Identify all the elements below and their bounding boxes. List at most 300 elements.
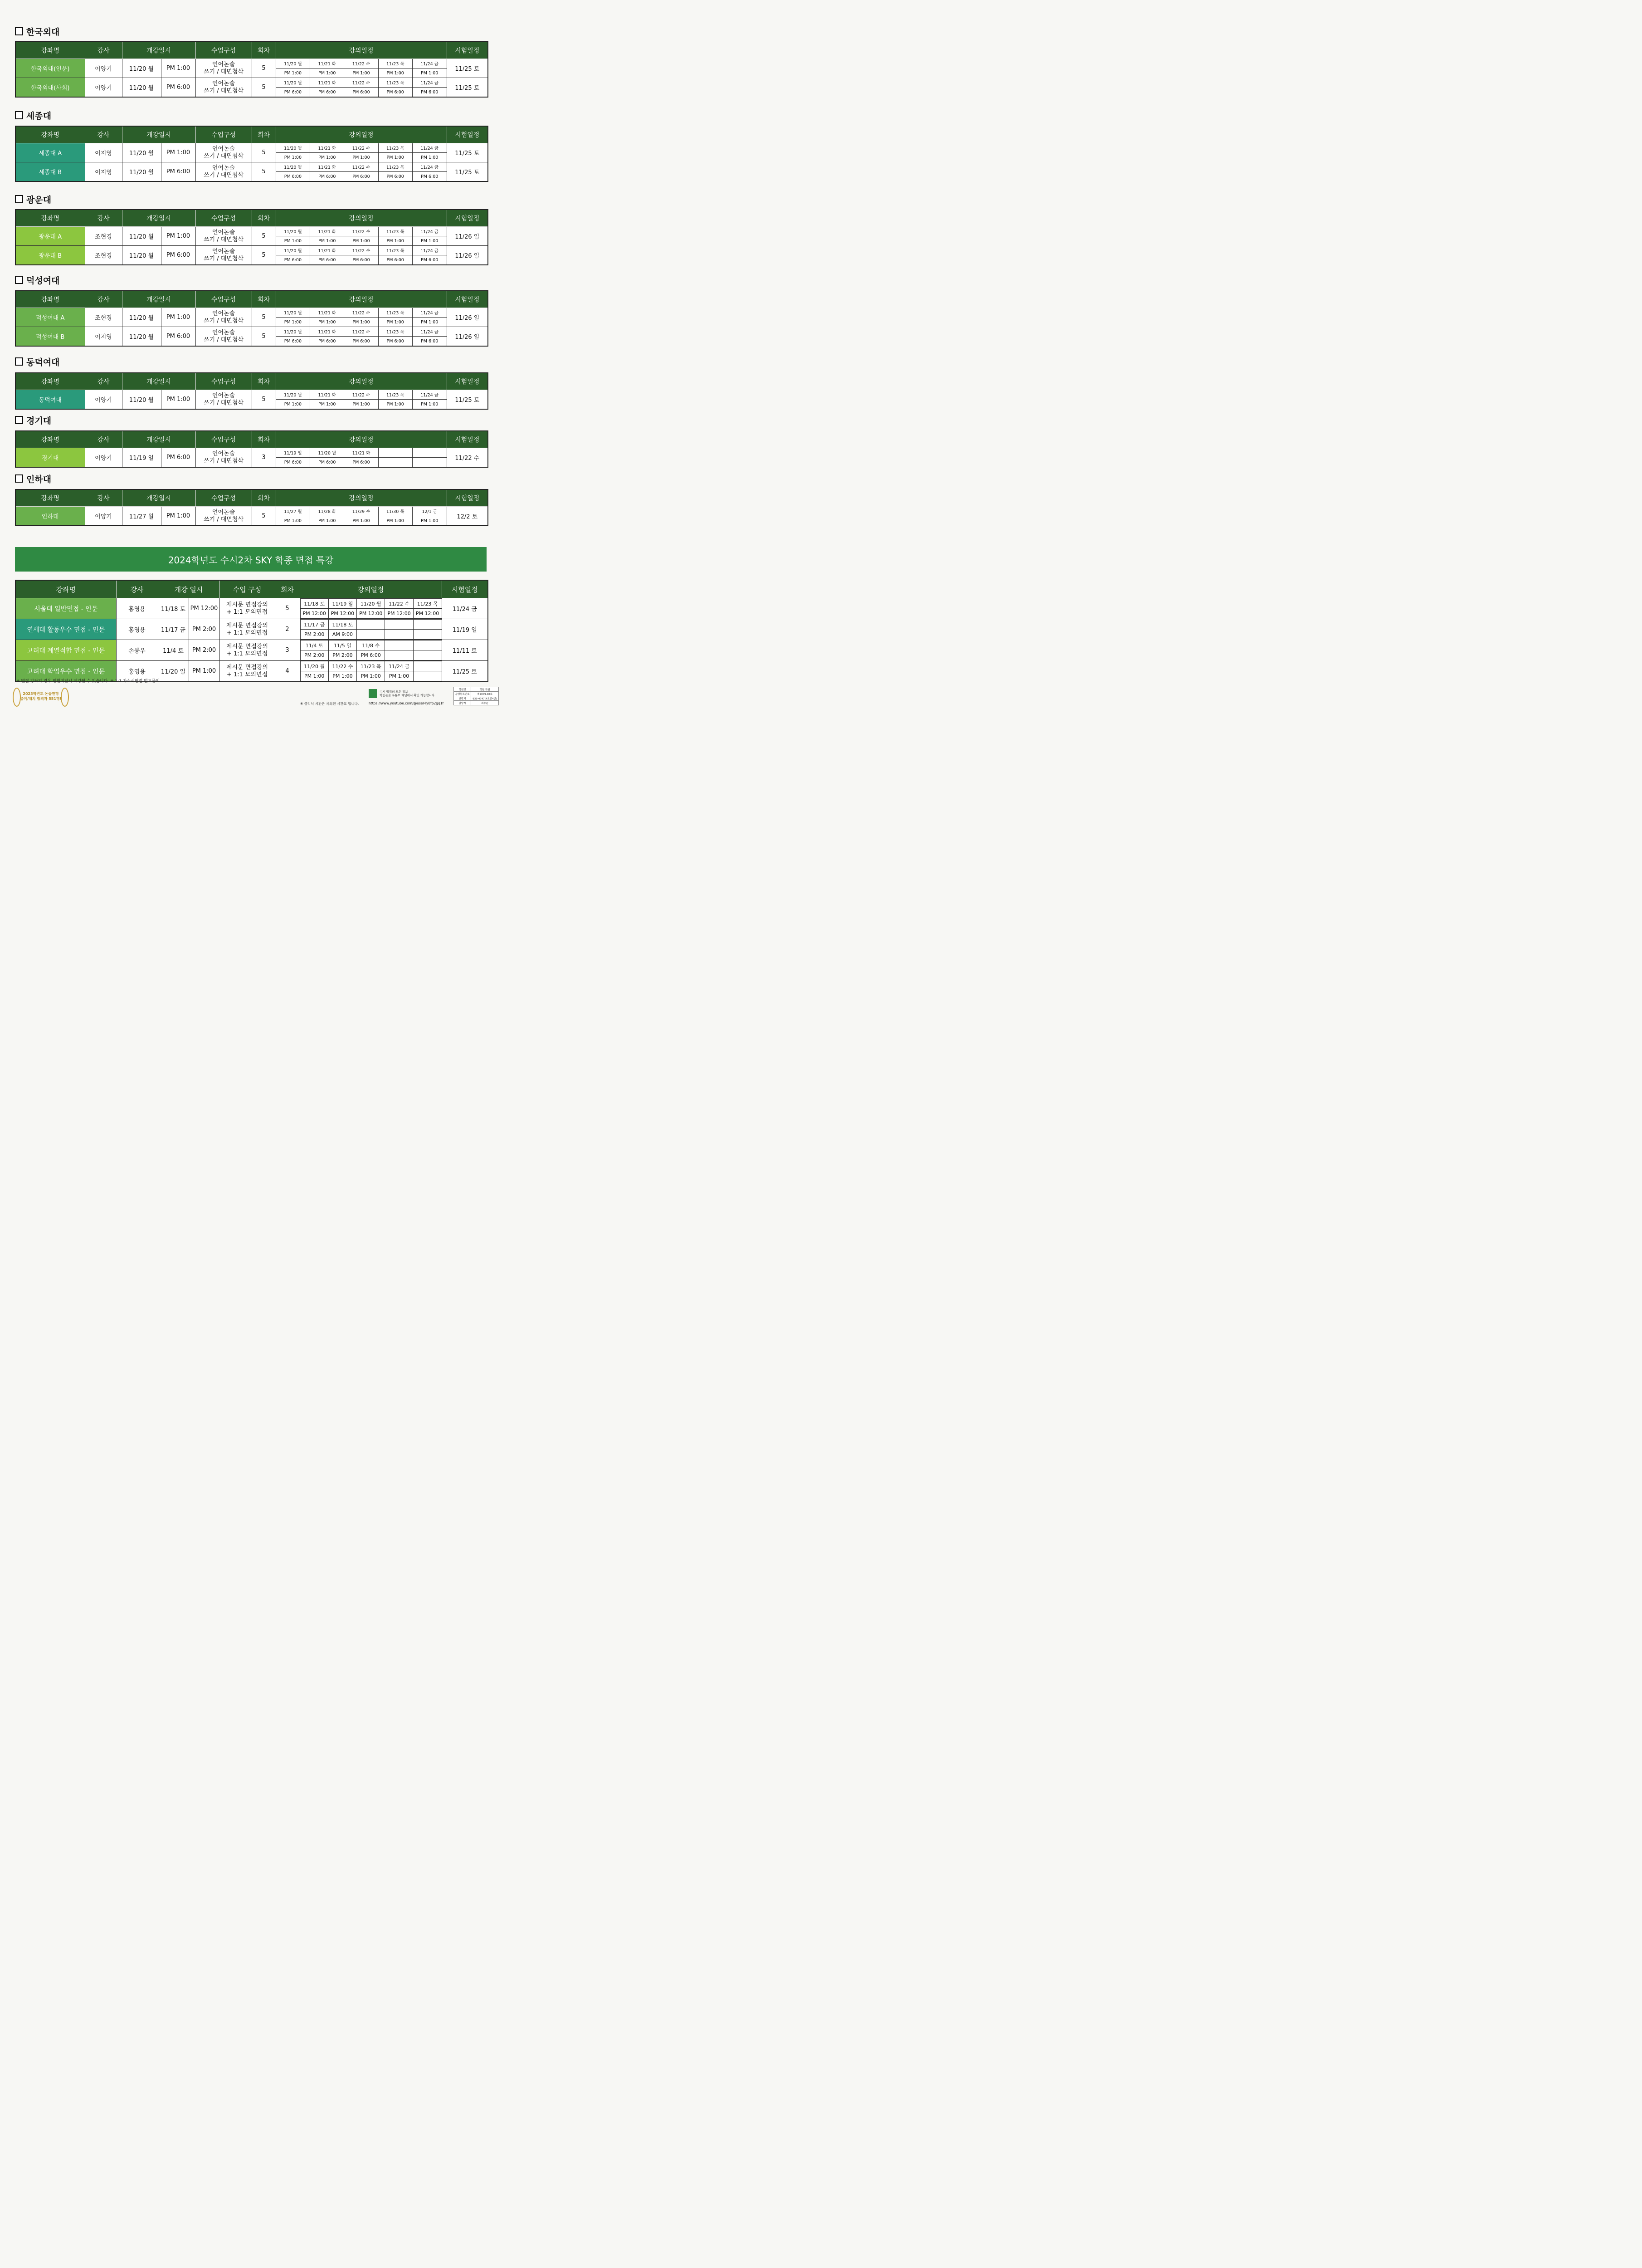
schedule-day: 11/20 월 [276, 162, 310, 172]
schedule-time: AM 9:00 [328, 630, 356, 640]
composition [219, 661, 275, 682]
session-count: 5 [252, 507, 276, 526]
sky-col-name: 강좌명 [15, 580, 116, 598]
section-title-text: 인하대 [26, 474, 52, 484]
course-row[interactable] [15, 619, 488, 640]
col-schedule: 강의일정 [276, 126, 447, 143]
schedule-time: PM 1:00 [276, 318, 310, 327]
course-name[interactable]: 광운대 A [15, 227, 85, 246]
col-open: 개강일시 [122, 126, 195, 143]
exam-date: 11/26 일 [447, 308, 488, 327]
schedule-time: PM 6:00 [310, 255, 344, 265]
schedule-time [385, 650, 413, 660]
checkbox-icon[interactable] [15, 27, 23, 35]
schedule-day: 11/21 화 [310, 143, 344, 153]
course-row[interactable] [15, 308, 488, 327]
course-name[interactable]: 서울대 일반면접 - 인문 [15, 598, 116, 619]
checkbox-icon[interactable] [15, 276, 23, 284]
schedule-day: 11/8 수 [357, 640, 385, 650]
composition [195, 327, 252, 347]
open-time: PM 1:00 [161, 507, 195, 526]
schedule-grid [300, 598, 442, 619]
course-row[interactable] [15, 78, 488, 98]
schedule-time: PM 2:00 [300, 630, 328, 640]
col-teacher: 강사 [85, 291, 122, 308]
schedule-time [385, 630, 413, 640]
course-name[interactable]: 광운대 B [15, 246, 85, 265]
course-name[interactable]: 경기대 [15, 448, 85, 468]
youtube-text [380, 690, 435, 697]
info-row [454, 696, 499, 701]
composition-line2: 쓰기 / 대면첨삭 [204, 255, 244, 262]
schedule-day [413, 640, 441, 650]
header-row [15, 210, 488, 227]
schedule-cell [276, 143, 447, 162]
schedule-time: PM 2:00 [300, 650, 328, 660]
course-name[interactable]: 덕성여대 B [15, 327, 85, 347]
composition [195, 227, 252, 246]
schedule-time: PM 1:00 [378, 153, 412, 162]
schedule-time: PM 6:00 [310, 88, 344, 97]
open-time: PM 1:00 [189, 661, 219, 682]
sky-table [15, 580, 488, 682]
schedule-time: PM 1:00 [378, 400, 412, 409]
exam-date: 11/19 일 [442, 619, 488, 640]
schedule-day: 11/22 수 [344, 390, 378, 400]
schedule-time [378, 458, 412, 467]
composition-line1: 언어논술 [212, 80, 235, 87]
composition-line2: 쓰기 / 대면첨삭 [204, 152, 244, 160]
col-open: 개강일시 [122, 489, 195, 507]
header-row [15, 489, 488, 507]
section-title [15, 274, 59, 286]
schedule-day: 11/22 수 [344, 246, 378, 255]
schedule-day: 11/23 목 [378, 162, 412, 172]
schedule-day: 11/23 목 [357, 661, 385, 671]
open-date: 11/20 월 [122, 59, 161, 78]
composition [219, 619, 275, 640]
section-title-text: 덕성여대 [26, 275, 60, 286]
schedule-cell [276, 162, 447, 182]
academy-logo-icon [369, 689, 377, 698]
schedule-day: 11/23 목 [378, 390, 412, 400]
schedule-time: PM 12:00 [300, 609, 328, 619]
schedule-day: 11/23 목 [378, 78, 412, 88]
course-name[interactable]: 덕성여대 A [15, 308, 85, 327]
section-title-text: 동덕여대 [26, 357, 60, 367]
section-title [15, 109, 51, 121]
schedule-day: 11/21 화 [310, 78, 344, 88]
clinic-note: ※ 클리닉 시간은 제외된 시간표 입니다. [300, 702, 359, 706]
exam-date: 11/22 수 [447, 448, 488, 468]
course-table [15, 290, 488, 347]
youtube-line2: 학림논술 유튜브 채널에서 확인 가능합니다. [380, 694, 436, 697]
col-exam: 시험일정 [447, 126, 488, 143]
course-row[interactable] [15, 598, 488, 619]
open-time: PM 6:00 [161, 327, 195, 347]
checkbox-icon[interactable] [15, 357, 23, 366]
schedule-day: 11/21 화 [310, 59, 344, 68]
col-name: 강좌명 [15, 291, 85, 308]
open-time: PM 6:00 [161, 78, 195, 98]
schedule-day: 11/18 토 [300, 599, 328, 609]
col-count: 회차 [252, 291, 276, 308]
composition [195, 390, 252, 410]
col-open: 개강일시 [122, 431, 195, 448]
schedule-time: PM 1:00 [421, 518, 439, 523]
section-title [15, 414, 51, 426]
course-table [15, 372, 488, 410]
schedule-day: 11/21 화 [310, 390, 344, 400]
schedule-day: 11/19 일 [276, 448, 310, 458]
schedule-time: PM 1:00 [344, 400, 378, 409]
header-row [15, 373, 488, 390]
composition-line1: 언어논술 [212, 164, 235, 171]
session-count: 5 [252, 308, 276, 327]
schedule-time: PM 6:00 [357, 650, 385, 660]
course-name[interactable]: 고려대 계열적합 면접 - 인문 [15, 640, 116, 661]
schedule-time [413, 671, 441, 681]
open-time: PM 6:00 [161, 162, 195, 182]
teacher: 이양기 [85, 59, 122, 78]
teacher: 이지영 [85, 327, 122, 347]
course-row[interactable] [15, 59, 488, 78]
schedule-day: 11/24 금 [412, 308, 446, 318]
schedule-time [413, 630, 441, 640]
schedule-time: PM 12:00 [413, 609, 441, 619]
schedule-time: PM 1:00 [344, 153, 378, 162]
open-time: PM 12:00 [189, 598, 219, 619]
section-title-text: 세종대 [26, 111, 52, 121]
info-cell: 운영등록번호 [454, 692, 471, 696]
schedule-day: 11/24 금 [412, 227, 446, 236]
schedule-time: PM 1:00 [421, 238, 439, 244]
open-date: 11/20 월 [122, 78, 161, 98]
session-count: 4 [275, 661, 300, 682]
composition-line2: + 1:1 모의면접 [226, 629, 268, 636]
section-title [15, 193, 51, 205]
schedule-time: PM 6:00 [344, 172, 378, 181]
session-count: 5 [252, 390, 276, 410]
schedule-time: PM 6:00 [276, 88, 310, 97]
schedule-time: PM 6:00 [344, 255, 378, 265]
schedule-time [357, 630, 385, 640]
schedule-time: PM 2:00 [328, 650, 356, 660]
schedule-day: 11/23 목 [378, 308, 412, 318]
session-count: 3 [275, 640, 300, 661]
composition-line2: 쓰기 / 대면첨삭 [204, 317, 244, 324]
sky-col-exam: 시험일정 [442, 580, 488, 598]
checkbox-icon[interactable] [15, 195, 23, 203]
composition [219, 640, 275, 661]
schedule-grid [300, 619, 442, 640]
col-name: 강좌명 [15, 489, 85, 507]
course-name[interactable]: 인하대 [15, 507, 85, 526]
exam-date: 11/26 일 [447, 327, 488, 347]
checkbox-icon[interactable] [15, 416, 23, 424]
schedule-time: PM 1:00 [378, 516, 412, 526]
schedule-day: 11/24 금 [412, 246, 446, 255]
schedule-day: 11/18 토 [328, 620, 356, 630]
exam-date: 11/24 금 [442, 598, 488, 619]
col-open: 개강일시 [122, 42, 195, 59]
schedule-time: PM 6:00 [378, 172, 412, 181]
col-count: 회차 [252, 126, 276, 143]
exam-date: 11/11 토 [442, 640, 488, 661]
exam-date: 11/25 토 [447, 390, 488, 410]
open-time: PM 1:00 [161, 227, 195, 246]
course-row[interactable] [15, 390, 488, 410]
composition-line1: 언어논술 [212, 229, 235, 236]
schedule-time: PM 1:00 [421, 319, 439, 325]
sky-col-count: 회차 [275, 580, 300, 598]
schedule-day: 11/23 목 [413, 599, 441, 609]
col-schedule: 강의일정 [276, 291, 447, 308]
exam-date: 11/25 토 [447, 78, 488, 98]
sky-col-teacher: 강사 [116, 580, 158, 598]
exam-date: 11/25 토 [447, 59, 488, 78]
col-comp: 수업구성 [195, 431, 252, 448]
schedule-day: 11/20 월 [310, 448, 344, 458]
course-row[interactable] [15, 640, 488, 661]
schedule-time: PM 1:00 [328, 671, 356, 681]
col-name: 강좌명 [15, 431, 85, 448]
schedule-day: 11/22 수 [344, 143, 378, 153]
course-row[interactable] [15, 143, 488, 162]
header-row [15, 291, 488, 308]
schedule-time: PM 6:00 [421, 89, 439, 95]
section-title-text: 경기대 [26, 415, 52, 426]
course-name[interactable]: 세종대 A [15, 143, 85, 162]
col-comp: 수업구성 [195, 210, 252, 227]
schedule-time: PM 1:00 [378, 236, 412, 246]
schedule-day: 11/22 수 [344, 308, 378, 318]
composition-line2: 쓰기 / 대면첨삭 [204, 516, 244, 523]
schedule-day [357, 620, 385, 630]
col-exam: 시험일정 [447, 291, 488, 308]
schedule-time: PM 6:00 [310, 458, 344, 467]
course-table [15, 209, 488, 265]
schedule-time: PM 1:00 [276, 236, 310, 246]
info-row [454, 692, 499, 696]
schedule-grid [276, 227, 447, 245]
col-count: 회차 [252, 42, 276, 59]
schedule-time: PM 1:00 [344, 68, 378, 78]
course-name[interactable]: 고려대 학업우수 면접 - 인문 [15, 661, 116, 682]
schedule-day: 11/22 수 [385, 599, 413, 609]
schedule-time: PM 1:00 [421, 70, 439, 76]
schedule-time: PM 1:00 [310, 318, 344, 327]
teacher: 조현경 [85, 246, 122, 265]
schedule-day: 11/21 화 [310, 227, 344, 236]
teacher: 이양기 [85, 448, 122, 468]
youtube-line1: 수시 합격의 모든 정보 [380, 690, 408, 694]
schedule-grid [276, 507, 447, 525]
open-time: PM 2:00 [189, 640, 219, 661]
schedule-cell [276, 327, 447, 347]
course-row[interactable] [15, 507, 488, 526]
open-date: 11/17 금 [158, 619, 189, 640]
schedule-time: PM 12:00 [385, 609, 413, 619]
composition-line2: 쓰기 / 대면첨삭 [204, 68, 244, 75]
schedule-cell [276, 390, 447, 410]
open-date: 11/20 월 [122, 390, 161, 410]
schedule-day: 11/20 월 [276, 78, 310, 88]
open-date: 11/20 일 [158, 661, 189, 682]
open-time: PM 1:00 [161, 308, 195, 327]
schedule-day: 11/23 목 [378, 227, 412, 236]
schedule-day: 11/21 화 [310, 162, 344, 172]
col-exam: 시험일정 [447, 210, 488, 227]
schedule-day: 11/23 목 [378, 327, 412, 337]
col-schedule: 강의일정 [276, 210, 447, 227]
composition [219, 598, 275, 619]
schedule-grid [276, 327, 447, 346]
schedule-time: PM 6:00 [421, 338, 439, 344]
schedule-time: PM 1:00 [310, 153, 344, 162]
course-name[interactable]: 한국외대(인문) [15, 59, 85, 78]
checkbox-icon[interactable] [15, 111, 23, 119]
course-name[interactable]: 연세대 활동우수 면접 - 인문 [15, 619, 116, 640]
schedule-day: 11/23 목 [378, 143, 412, 153]
session-count: 5 [252, 162, 276, 182]
teacher: 조현경 [85, 308, 122, 327]
schedule-day: 11/24 금 [412, 143, 446, 153]
schedule-day: 11/23 목 [378, 246, 412, 255]
composition-line2: 쓰기 / 대면첨삭 [204, 171, 244, 179]
teacher: 이양기 [85, 507, 122, 526]
schedule-day: 11/20 월 [276, 327, 310, 337]
schedule-cell [276, 78, 447, 98]
schedule-time: PM 1:00 [276, 153, 310, 162]
sky-banner: 2024학년도 수시2차 SKY 학종 면접 특강 [15, 547, 487, 572]
schedule-time: PM 6:00 [310, 172, 344, 181]
schedule-time [413, 650, 441, 660]
schedule-day: 11/19 일 [328, 599, 356, 609]
schedule-time: PM 1:00 [276, 68, 310, 78]
schedule-time: PM 6:00 [378, 88, 412, 97]
col-schedule: 강의일정 [276, 431, 447, 448]
page [0, 0, 502, 711]
schedule-grid [276, 143, 447, 162]
schedule-day: 11/5 일 [328, 640, 356, 650]
schedule-cell [300, 598, 442, 619]
open-date: 11/19 일 [122, 448, 161, 468]
section-title-text: 한국외대 [26, 27, 60, 37]
schedule-time: PM 12:00 [357, 609, 385, 619]
col-count: 회차 [252, 431, 276, 448]
schedule-day: 11/24 금 [412, 162, 446, 172]
col-exam: 시험일정 [447, 489, 488, 507]
schedule-time: PM 1:00 [344, 318, 378, 327]
schedule-time: PM 6:00 [276, 255, 310, 265]
course-name[interactable]: 동덕여대 [15, 390, 85, 410]
schedule-cell [276, 246, 447, 265]
open-date: 11/20 월 [122, 162, 161, 182]
composition-line1: 제시문 면접강의 [226, 643, 268, 650]
checkbox-icon[interactable] [15, 474, 23, 483]
teacher: 홍영용 [116, 661, 158, 682]
composition-line1: 제시문 면접강의 [226, 664, 268, 671]
session-count: 5 [252, 246, 276, 265]
composition [195, 448, 252, 468]
schedule-time: PM 6:00 [310, 337, 344, 346]
teacher: 조현경 [85, 227, 122, 246]
course-row[interactable] [15, 448, 488, 468]
schedule-time: PM 1:00 [378, 318, 412, 327]
course-table [15, 489, 488, 526]
session-count: 3 [252, 448, 276, 468]
col-count: 회차 [252, 210, 276, 227]
col-exam: 시험일정 [447, 373, 488, 390]
composition-line2: + 1:1 모의면접 [226, 608, 268, 616]
schedule-day [385, 620, 413, 630]
schedule-day: 11/24 금 [412, 390, 446, 400]
composition-line1: 제시문 면접강의 [226, 622, 268, 629]
schedule-time: PM 6:00 [344, 458, 378, 467]
col-comp: 수업구성 [195, 373, 252, 390]
course-row[interactable] [15, 246, 488, 265]
info-cell: 학림 학원 [471, 687, 499, 692]
schedule-day: 11/22 수 [344, 59, 378, 68]
col-schedule: 강의일정 [276, 489, 447, 507]
session-count: 5 [252, 227, 276, 246]
composition [195, 59, 252, 78]
sky-header-row [15, 580, 488, 598]
schedule-day: 11/22 수 [344, 327, 378, 337]
badge-line2: 중계/대치 합격자 551명! [20, 697, 62, 701]
col-count: 회차 [252, 373, 276, 390]
course-name[interactable]: 한국외대(사회) [15, 78, 85, 98]
teacher: 홍영용 [116, 598, 158, 619]
schedule-grid [276, 308, 447, 327]
open-date: 11/20 월 [122, 327, 161, 347]
session-count: 5 [252, 327, 276, 347]
teacher: 이양기 [85, 390, 122, 410]
col-open: 개강일시 [122, 210, 195, 227]
session-count: 5 [252, 143, 276, 162]
open-date: 11/20 월 [122, 246, 161, 265]
col-teacher: 강사 [85, 431, 122, 448]
schedule-cell [276, 448, 447, 468]
schedule-cell [276, 308, 447, 327]
sky-col-schedule: 강의일정 [300, 580, 442, 598]
course-row[interactable] [15, 227, 488, 246]
schedule-grid [276, 246, 447, 264]
course-row[interactable] [15, 162, 488, 182]
composition [195, 143, 252, 162]
schedule-day: 11/20 월 [276, 143, 310, 153]
schedule-time: PM 6:00 [276, 458, 310, 467]
course-row[interactable] [15, 327, 488, 347]
course-name[interactable]: 세종대 B [15, 162, 85, 182]
open-time: PM 6:00 [161, 448, 195, 468]
teacher: 손봉우 [116, 640, 158, 661]
schedule-time: PM 6:00 [276, 337, 310, 346]
col-comp: 수업구성 [195, 291, 252, 308]
youtube-link[interactable]: https://www.youtube.com/@user-ly8fp2gq1f [369, 701, 444, 705]
section-title [15, 356, 59, 367]
composition-line2: + 1:1 모의면접 [226, 671, 268, 678]
schedule-grid [276, 59, 447, 78]
schedule-time: PM 1:00 [276, 516, 310, 526]
col-teacher: 강사 [85, 126, 122, 143]
schedule-grid [300, 640, 442, 660]
schedule-day [385, 640, 413, 650]
schedule-grid [300, 661, 442, 681]
schedule-day [413, 620, 441, 630]
schedule-grid [276, 162, 447, 181]
